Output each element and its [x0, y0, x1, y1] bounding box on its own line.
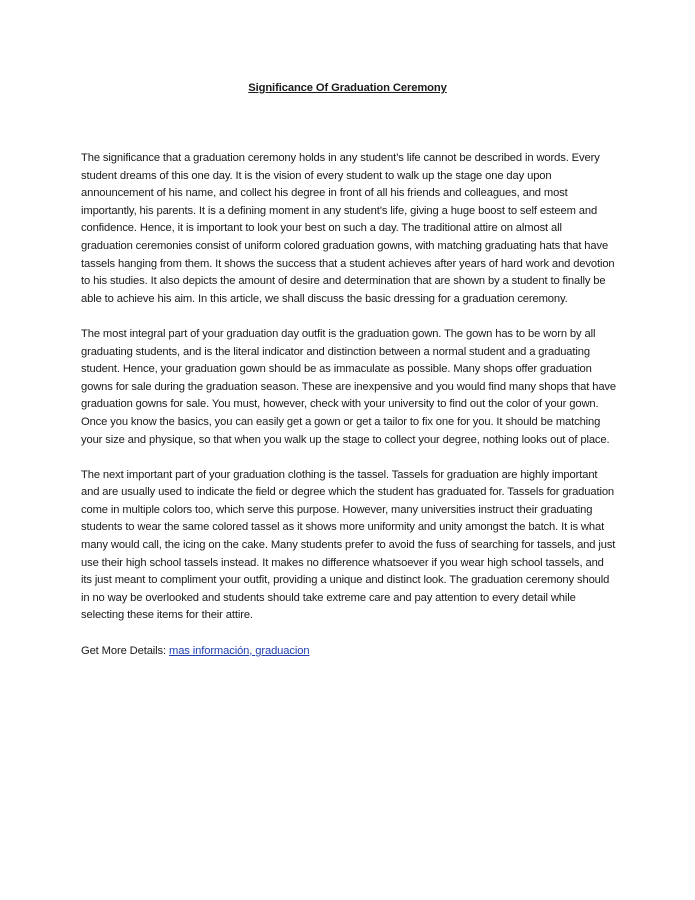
paragraph-3: The next important part of your graduation clothing is the tassel. Tassels for graduation are highly important and are usually used to indicate the field or degree which the student has graduated for. Tassels for graduation come in multiple colors too, which serve this purpose. However, many universities instruct their graduating students to wear the same colored tassel as it shows more uniformity and unity amongst the batch. It is what many would call, the icing on the cake. Many students prefer to avoid the fuss of searching for tassels, and just use their high school tassels instead. It makes no difference whatsoever if you wear high school tassels, and its just meant to compliment your outfit, providing a unique and distinct look. The graduation ceremony should in no way be overlooked and students should take extreme care and pay attention to every detail while selecting these items for their attire. [81, 468, 616, 622]
paragraph-2: The most integral part of your graduation day outfit is the graduation gown. The gown has to be worn by all graduating students, and is the literal indicator and distinction between a normal student and a graduating student. Hence, your graduation gown should be as immaculate as possible. Many shops offer graduation gowns for sale during the graduation season. These are inexpensive and you would find many shops that have graduation gowns for sale. You must, however, check with your university to find out the color of your gown. Once you know the basics, you can easily get a gown or get a tailor to fix one for you. It should be matching your size and physique, so that when you walk up the stage to collect your degree, nothing looks out of place. [81, 327, 616, 446]
link-separator: , [249, 644, 256, 657]
document-title: Significance Of Graduation Ceremony [248, 82, 447, 94]
mas-informacion-link[interactable]: mas información [169, 644, 250, 657]
paragraph-1: The significance that a graduation ceremony holds in any student’s life cannot be described in words. Every student dreams of this one day. It is the vision of every student to walk up the stage one day upon announcement of his name, and collect his degree in front of all his friends and colleagues, and most importantly, his parents. It is a defining moment in any student’s life, giving a huge boost to self esteem and confidence. Hence, it is important to look your best on such a day. The traditional attire on almost all graduation ceremonies consist of uniform colored graduation gowns, with matching graduating hats that have tassels hanging from them. It shows the success that a student achieves after years of hard work and devotion to his studies. It also depicts the amount of desire and determination that are shown by a student to finally be able to achieve his aim. In this article, we shall discuss the basic dressing for a graduation ceremony. [81, 152, 615, 305]
document-body [81, 150, 616, 678]
graduacion-link[interactable]: graduacion [255, 644, 310, 657]
more-details-label: Get More Details: [81, 644, 169, 657]
more-details-line [81, 643, 616, 661]
